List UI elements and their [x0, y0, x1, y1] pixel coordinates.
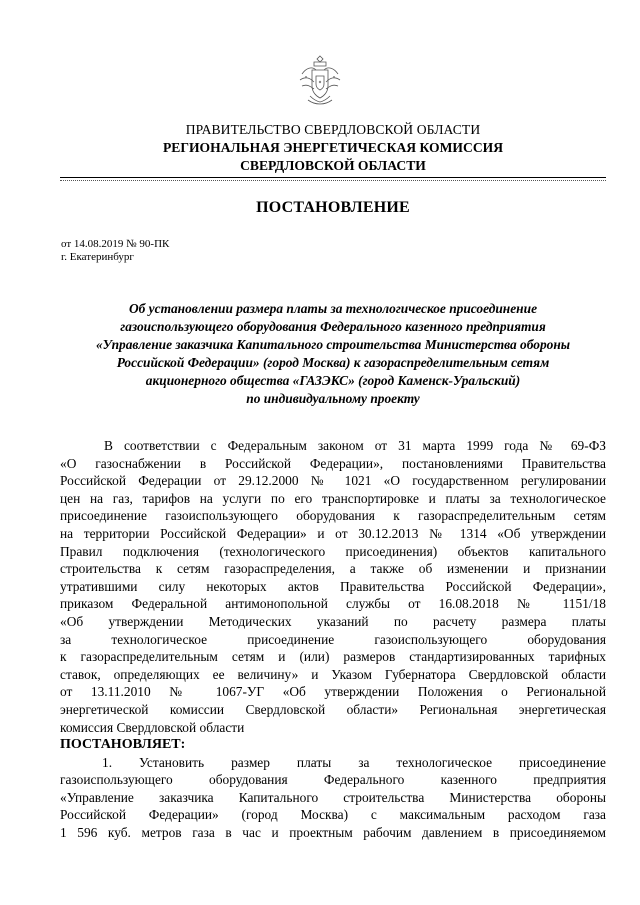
preamble-line: цен на газ, тарифов на услуги по его транспортировке и платы за технологическое [60, 490, 606, 506]
org-name-line-2: РЕГИОНАЛЬНАЯ ЭНЕРГЕТИЧЕСКАЯ КОМИССИЯ [162, 140, 504, 155]
preamble-line: утратившими силу некоторых актов Правительства Российской Федерации», [60, 578, 606, 594]
subject-line: Об установлении размера платы за технологическое присоединение [128, 301, 538, 316]
preamble-line: Правил подключения (технологического присоединения) объектов капитального [60, 543, 606, 559]
clause-line: «Управление заказчика Капитального строительства Министерства обороны [60, 789, 606, 805]
clause-line: 1. Установить размер платы за технологическое присоединение [102, 754, 606, 770]
subject-line: по индивидуальному проекту [246, 391, 420, 406]
preamble-line: «Об утверждении Методических указаний по расчету размера платы [60, 613, 606, 629]
preamble-line: ставок, определяющих ее величину» и Указом Губернатора Свердловской области [60, 666, 606, 682]
preamble-line: энергетической комиссии Свердловской области» Региональная энергетическая [60, 701, 606, 717]
preamble-line: «О газоснабжении в Российской Федерации», постановлениями Правительства [60, 455, 606, 471]
clause-line: 1 596 куб. метров газа в час и проектным рабочим давлением в присоединяемом [60, 825, 606, 841]
resolve-heading: ПОСТАНОВЛЯЕТ: [60, 737, 186, 753]
clause-line: газоиспользующего оборудования Федерального казенного предприятия [60, 772, 606, 788]
subject-line: газоиспользующего оборудования Федерального казенного предприятия [120, 319, 546, 334]
document-body [60, 437, 606, 842]
header-divider-dotted [60, 180, 606, 181]
subject-line: «Управление заказчика Капитального строительства Министерства обороны [95, 337, 571, 352]
subject-line: Российской Федерации» (город Москва) к газораспределительным сетям [116, 355, 550, 370]
preamble-line: В соответствии с Федеральным законом от 31 марта 1999 года № 69-ФЗ [104, 438, 606, 453]
preamble-line: к газораспределительным сетям и (или) размеров стандартизированных тарифных [60, 649, 606, 665]
coat-of-arms-emblem-icon [296, 52, 344, 108]
document-subject [60, 300, 606, 408]
preamble-line: приказом Федеральной антимонопольной службы от 16.08.2018 № 1151/18 [60, 596, 606, 612]
preamble-line: присоединение газоиспользующего оборудования к газораспределительным сетям [60, 508, 606, 524]
document-type-title: ПОСТАНОВЛЕНИЕ [256, 199, 410, 216]
preamble-line: строительства к сетям газораспределения, а также об изменении и признании [60, 561, 606, 577]
header-divider [60, 177, 606, 178]
preamble-line: на территории Российской Федерации» и от 30.12.2013 № 1314 «Об утверждении [60, 525, 606, 541]
org-name-line-3: СВЕРДЛОВСКОЙ ОБЛАСТИ [240, 158, 426, 173]
preamble-line: от 13.11.2010 № 1067-УГ «Об утверждении Положения о Региональной [60, 684, 606, 700]
document-date-number: от 14.08.2019 № 90-ПК [61, 238, 170, 250]
clause-line: Российской Федерации» (город Москва) с максимальным расходом газа [60, 807, 606, 823]
preamble-line: Российской Федерации от 29.12.2000 № 1021 «О государственном регулировании [60, 473, 606, 489]
preamble-line: комиссия Свердловской области [60, 719, 245, 735]
subject-line: акционерного общества «ГАЗЭКС» (город Каменск-Уральский) [145, 373, 521, 388]
org-name-line-1: ПРАВИТЕЛЬСТВО СВЕРДЛОВСКОЙ ОБЛАСТИ [185, 122, 481, 137]
preamble-line: за технологическое присоединение газоиспользующего оборудования [60, 631, 606, 647]
document-city: г. Екатеринбург [61, 251, 134, 263]
